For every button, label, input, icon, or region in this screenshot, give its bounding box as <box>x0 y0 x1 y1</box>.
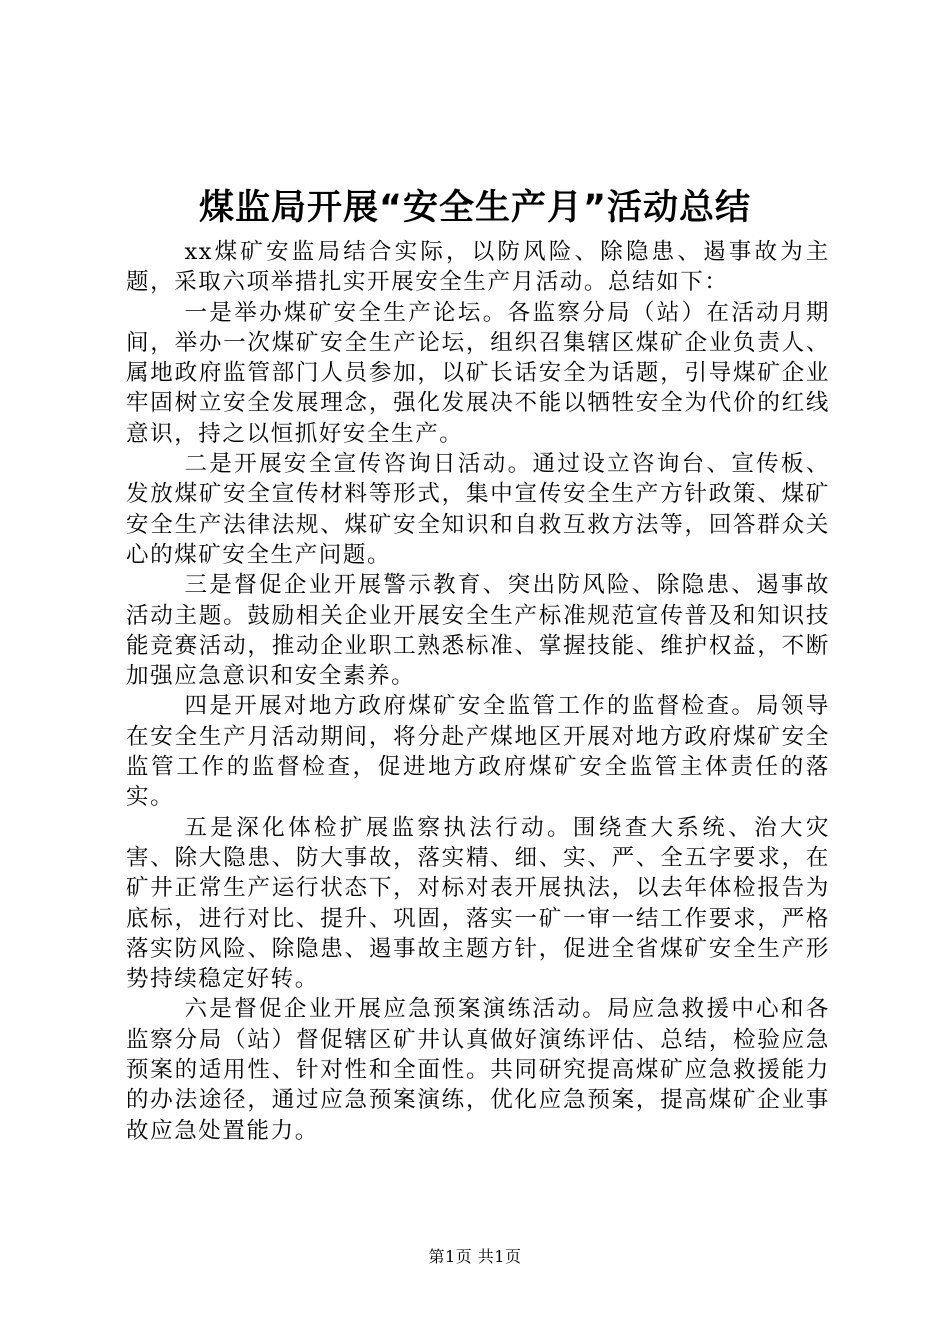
measure-3-paragraph: 三是督促企业开展警示教育、突出防风险、除隐患、遏事故活动主题。鼓励相关企业开展安全生产标准规范宣传普及和知识技能竞赛活动，推动企业职工熟悉标准、掌握技能、维护权益，不断加强应急意识和安全素养。 <box>126 572 830 690</box>
measure-4-paragraph: 四是开展对地方政府煤矿安全监管工作的监督检查。局领导在安全生产月活动期间，将分赴产煤地区开展对地方政府煤矿安全监管工作的监督检查，促进地方政府煤矿安全监管主体责任的落实。 <box>126 693 830 811</box>
document-body <box>126 237 830 1146</box>
intro-paragraph: xx煤矿安监局结合实际，以防风险、除隐患、遏事故为主题，采取六项举措扎实开展安全生产月活动。总结如下： <box>126 239 830 296</box>
document-title: 煤监局开展“安全生产月”活动总结 <box>198 188 751 228</box>
page-footer: 第1页 共1页 <box>428 1247 522 1266</box>
measure-2-paragraph: 二是开展安全宣传咨询日活动。通过设立咨询台、宣传板、发放煤矿安全宣传材料等形式，集中宣传安全生产方针政策、煤矿安全生产法律法规、煤矿安全知识和自救互救方法等，回答群众关心的煤矿安全生产问题。 <box>126 451 830 568</box>
measure-6-paragraph: 六是督促企业开展应急预案演练活动。局应急救援中心和各监察分局（站）督促辖区矿井认真做好演练评估、总结，检验应急预案的适用性、针对性和全面性。共同研究提高煤矿应急救援能力的办法途径，通过应急预案演练，优化应急预案，提高煤矿企业事故应急处置能力。 <box>126 996 830 1144</box>
measure-5-paragraph: 五是深化体检扩展监察执法行动。围绕查大系统、治大灾害、除大隐患、防大事故，落实精、细、实、严、全五字要求，在矿井正常生产运行状态下，对标对表开展执法，以去年体检报告为底标，进行对比、提升、巩固，落实一矿一审一结工作要求，严格落实防风险、除隐患、遏事故主题方针，促进全省煤矿安全生产形势持续稳定好转。 <box>126 814 830 993</box>
measure-1-paragraph: 一是举办煤矿安全生产论坛。各监察分局（站）在活动月期间，举办一次煤矿安全生产论坛，组织召集辖区煤矿企业负责人、属地政府监管部门人员参加，以矿长话安全为话题，引导煤矿企业牢固树立安全发展理念，强化发展决不能以牺牲安全为代价的红线意识，持之以恒抓好安全生产。 <box>126 299 830 447</box>
